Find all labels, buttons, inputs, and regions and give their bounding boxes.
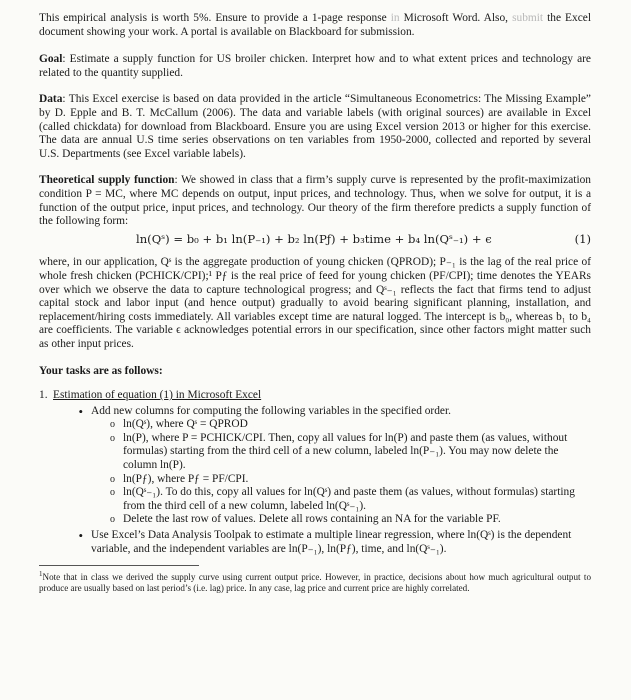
theory-paragraph: Theoretical supply function: We showed in class that a firm’s supply curve is represented by the profit-maximization condition P = MC, where MC depends on output, input prices, and technology. Thus, when we solve for output, it is a function of the output price, input prices, and technology. Our theory of the firm therefore predicts a supply function of the following form: (39, 174, 591, 228)
footnote-divider (39, 565, 199, 566)
data-label: Data (39, 93, 63, 106)
hollow-bullet-icon: o (110, 432, 115, 444)
sub-item: o ln(Qˢ), where Qˢ = QPROD (39, 418, 591, 432)
task-item-1: 1. Estimation of equation (1) in Microsoft Excel (39, 389, 262, 402)
footnote: $^1$Note that in class we derived the supply curve using current output price. However, in practice, decisions about how much agricultural output to produce are usually based on last period’s (i.e. lag) price. In any case, lag price and current price are highly correlated. (39, 570, 591, 594)
hollow-bullet-icon: o (110, 487, 115, 499)
supply-equation (39, 233, 591, 247)
where-paragraph: where, in our application, Qˢ is the aggregate production of young chicken (QPROD); P₋₁ is the lag of the real price of whole fresh chicken (PCHICK/CPI);¹ Pƒ is the real price of feed for young chicken (PF/CPI); time denotes the YEARs over which we observe the data to capture technological progress; and Qˢ₋₁ reflects the fact that firms tend to adjust capital stock and labor input (and hence output) gradually to avoid bearing significant planning, installation, and replacement/hiring costs immediately. All variables except time are natural logged. The intercept is b₀, whereas b₁ to b₄ are coefficients. The variable ϵ acknowledges potential errors in our specification, since other factors might matter such as other input prices. (39, 256, 591, 350)
bullet-icon: • (78, 403, 83, 419)
hollow-bullet-icon: o (110, 473, 115, 485)
equation-number: (1) (574, 231, 591, 246)
bullet-item: • Add new columns for computing the following variables in the specified order. (39, 405, 591, 419)
goal-paragraph: Goal: Estimate a supply function for US broiler chicken. Interpret how and to what extent prices and technology are related to the quantity supplied. (39, 53, 591, 79)
sub-item: o Delete the last row of values. Delete all rows containing an NA for the variable PF. (39, 513, 591, 527)
goal-label: Goal (39, 53, 63, 66)
bullet-icon: • (78, 528, 83, 543)
tasks-heading: Your tasks are as follows: (39, 365, 163, 378)
hollow-bullet-icon: o (110, 514, 115, 526)
sub-item: o ln(P), where P = PCHICK/CPI. Then, copy all values for ln(P) and paste them (as values, without formulas) starting from the third cell of a new column, labeled ln(P₋₁). You may now delete the column ln(P). (39, 432, 591, 473)
theory-label: Theoretical supply function (39, 174, 175, 187)
intro-paragraph: This empirical analysis is worth 5%. Ensure to provide a 1-page response in Microsoft Word. Also, submit the Excel document showing your work. A portal is available on Blackboard for submission. (39, 12, 591, 38)
equation-text: ln(Qˢ) = b₀ + b₁ ln(P₋₁) + b₂ ln(Pƒ) + b₃time + b₄ ln(Qˢ₋₁) + ϵ (136, 231, 492, 246)
sub-item: o ln(Qˢ₋₁). To do this, copy all values for ln(Qˢ) and paste them (as values, without formulas) starting from the third cell of a new column, labeled ln(Qˢ₋₁). (39, 486, 591, 513)
task-item-1-title: Estimation of equation (1) in Microsoft Excel (53, 389, 262, 402)
hollow-bullet-icon: o (110, 419, 115, 431)
footnote-mark: 1 (39, 570, 43, 579)
sub-item: o ln(Pƒ), where Pƒ = PF/CPI. (39, 473, 591, 487)
data-paragraph: Data: This Excel exercise is based on data provided in the article “Simultaneous Econometrics: The Missing Example” by D. Epple and B. T. McCallum (2006). The data and variable labels (with original sources) are available in Excel (called chickdata) for download from Blackboard. Ensure you are using Excel version 2013 or higher for this exercise. The data are annual U.S time series observations on ten variables from 1950-2000, collected and reported by several U.S. Departments (see Excel variable labels). (39, 93, 591, 160)
bullet-item: • Use Excel’s Data Analysis Toolpak to estimate a multiple linear regression, where ln(Qˢ) is the dependent variable, and the independent variables are ln(P₋₁), ln(Pƒ), time, and ln(Qˢ₋₁). (39, 529, 591, 556)
